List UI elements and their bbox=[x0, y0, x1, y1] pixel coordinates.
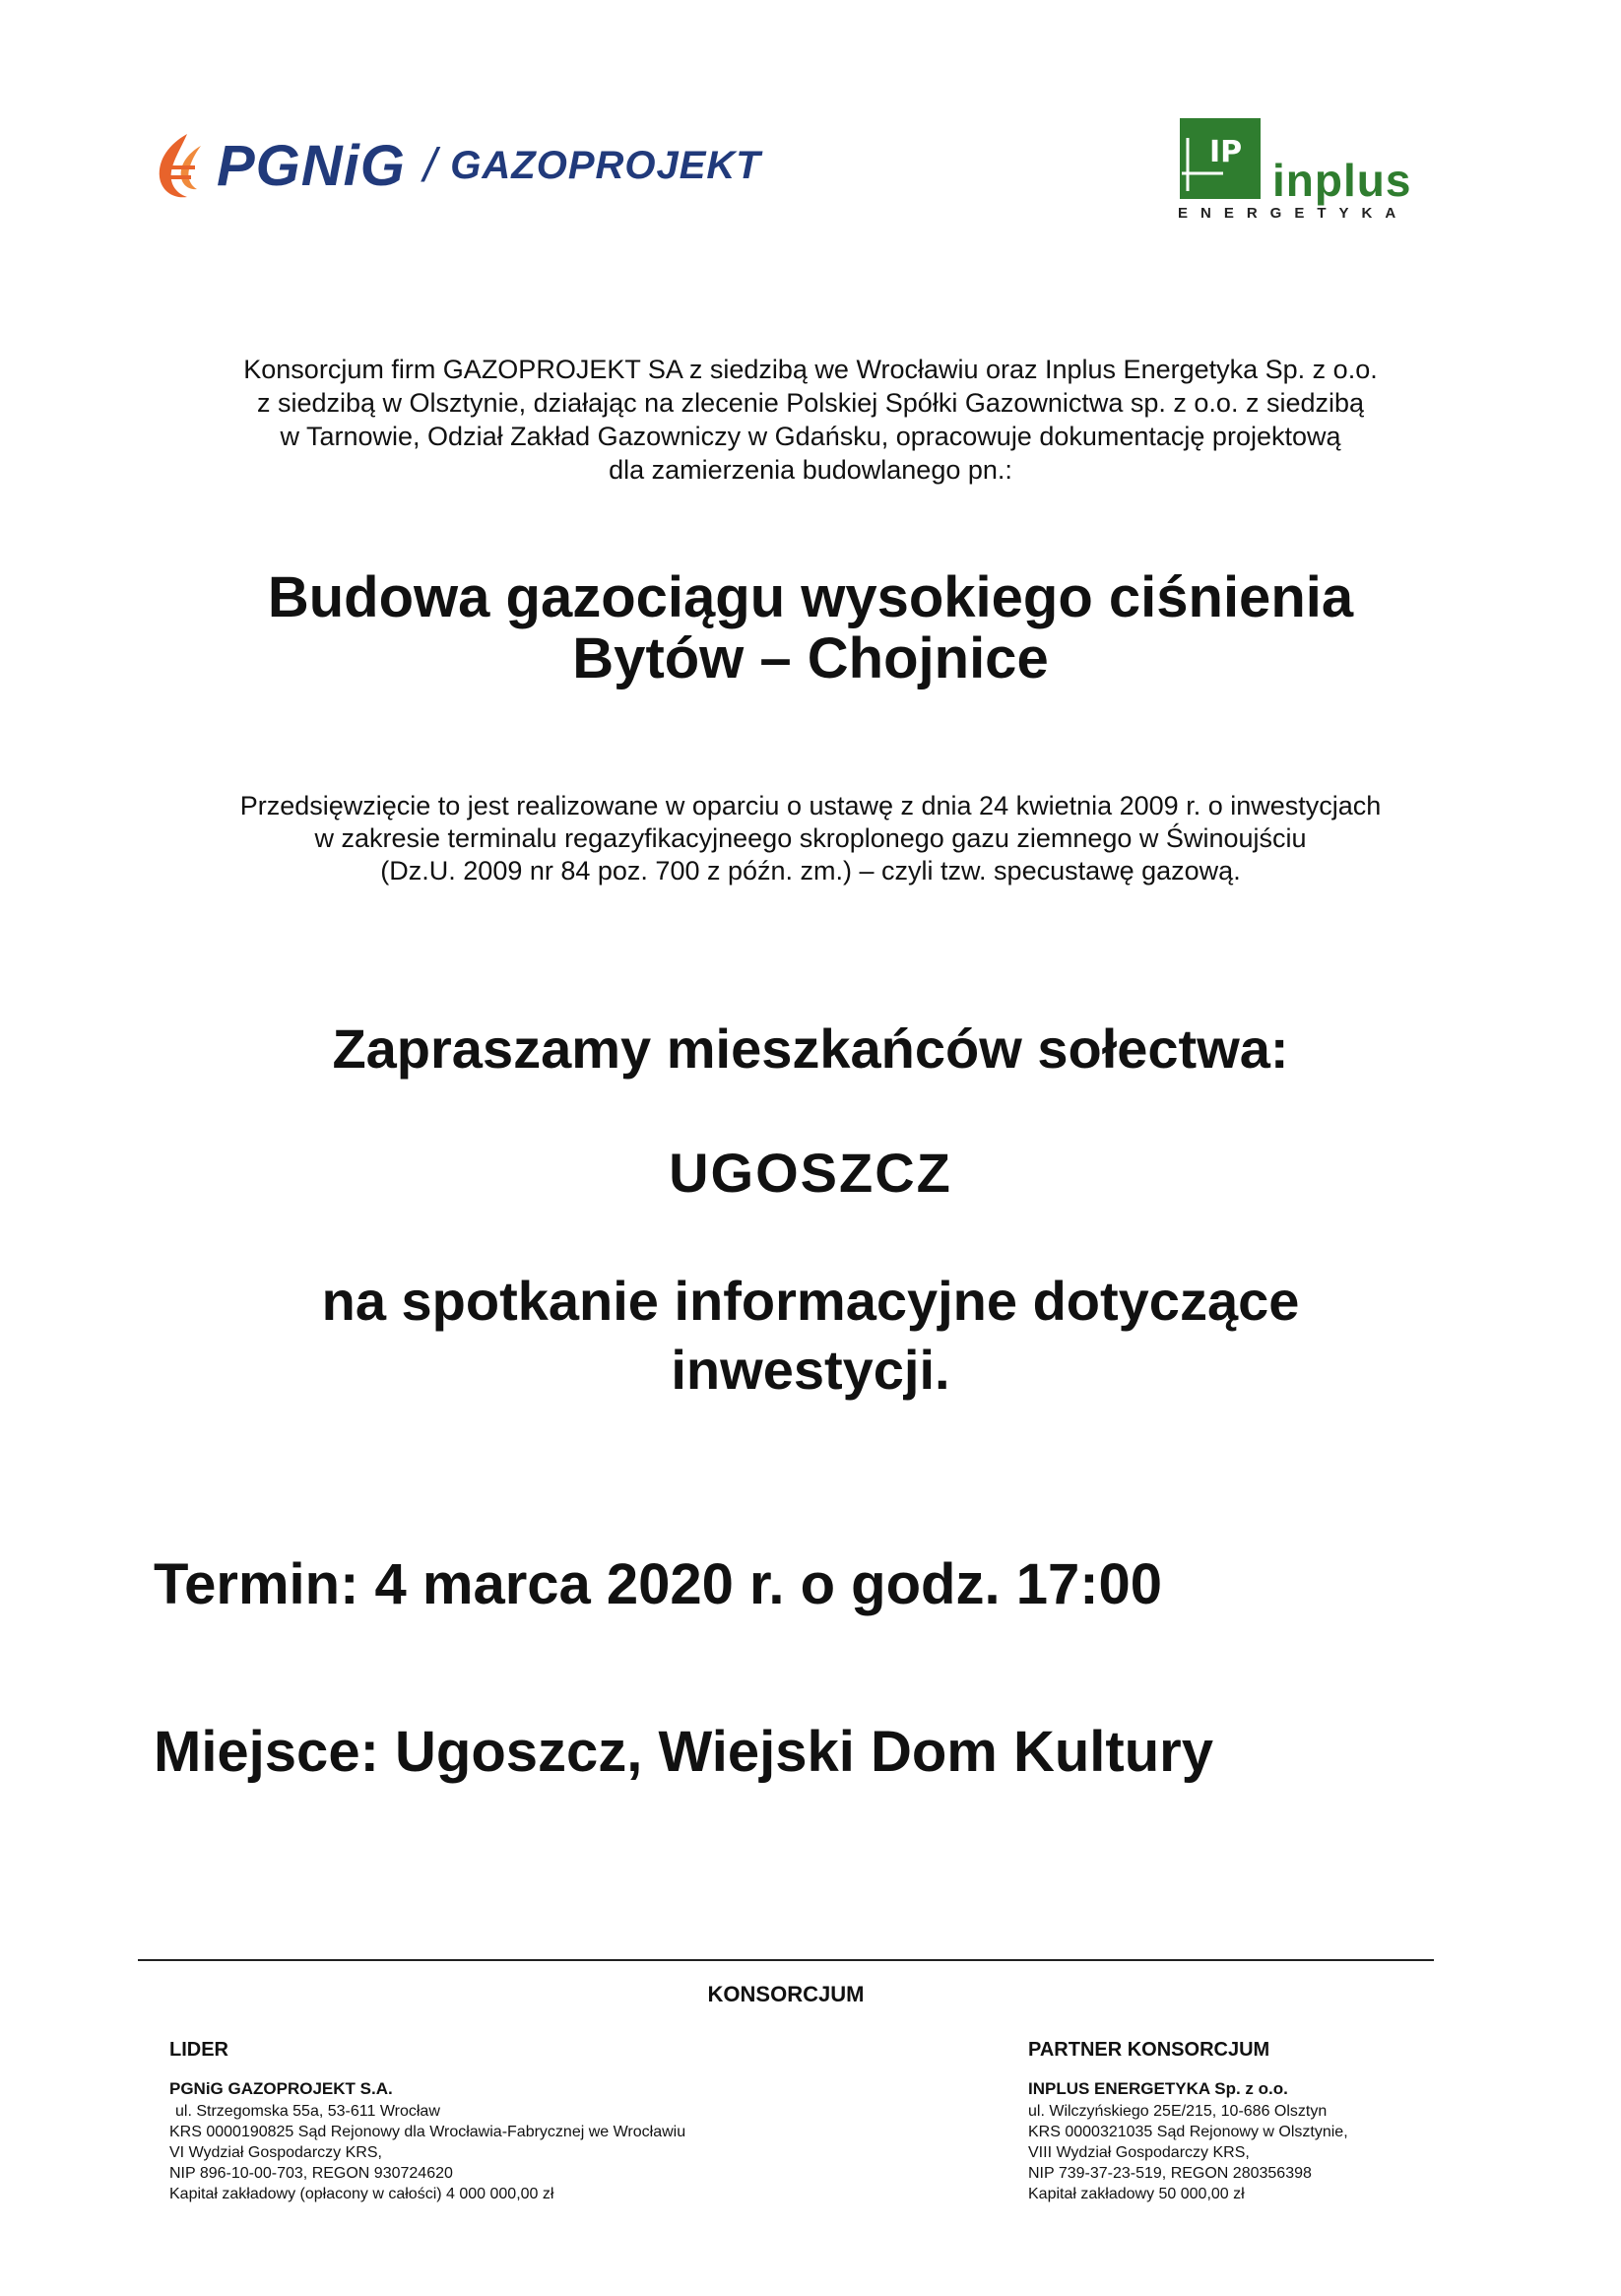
partner-label: PARTNER KONSORCJUM bbox=[1028, 2039, 1270, 2061]
ip-mark: IP bbox=[1209, 135, 1243, 169]
partner-address: ul. Wilczyńskiego 25E/215, 10-686 Olsztyn bbox=[1028, 2103, 1328, 2120]
meeting-place: Miejsce: Ugoszcz, Wiejski Dom Kultury bbox=[154, 1720, 1213, 1784]
intro-paragraph bbox=[128, 353, 1493, 487]
inplus-brand: inplus bbox=[1272, 155, 1412, 206]
pgnig-gazoprojekt-logo bbox=[148, 126, 896, 205]
consortium-heading: KONSORCJUM bbox=[707, 1982, 865, 2006]
basis-line: w zakresie terminalu regazyfikacyjneego skroplonego gazu ziemnego w Świnoujściu bbox=[314, 823, 1307, 853]
intro-line: dla zamierzenia budowlanego pn.: bbox=[609, 455, 1012, 485]
partner-block bbox=[1028, 2039, 1540, 2204]
leader-department: VI Wydział Gospodarczy KRS, bbox=[169, 2144, 382, 2161]
leader-block bbox=[169, 2039, 859, 2204]
leader-address: ul. Strzegomska 55a, 53-611 Wrocław bbox=[175, 2103, 440, 2120]
leader-label: LIDER bbox=[169, 2039, 228, 2061]
ip-square-icon bbox=[1180, 118, 1261, 199]
basis-line: Przedsięwzięcie to jest realizowane w oparciu o ustawę z dnia 24 kwietnia 2009 r. o inwestycjach bbox=[239, 791, 1382, 820]
partner-krs: KRS 0000321035 Sąd Rejonowy w Olsztynie, bbox=[1028, 2124, 1348, 2140]
meeting-line: na spotkanie informacyjne dotyczące bbox=[321, 1270, 1300, 1332]
flame-icon bbox=[148, 128, 211, 203]
village-name: UGOSZCZ bbox=[669, 1142, 952, 1204]
legal-basis-paragraph bbox=[118, 790, 1503, 887]
meeting-line: inwestycji. bbox=[671, 1339, 950, 1401]
energetyka-subbrand: ENERGETYKA bbox=[1178, 205, 1409, 222]
pgnig-brand: PGNiG bbox=[217, 133, 406, 198]
leader-name: PGNiG GAZOPROJEKT S.A. bbox=[169, 2079, 393, 2098]
intro-line: w Tarnowie, Odział Zakład Gazowniczy w Gdańsku, opracowuje dokumentację projektową bbox=[280, 422, 1341, 451]
basis-line: (Dz.U. 2009 nr 84 poz. 700 z późn. zm.) – czyli tzw. specustawę gazową. bbox=[380, 856, 1241, 886]
meeting-date: Termin: 4 marca 2020 r. o godz. 17:00 bbox=[154, 1552, 1163, 1616]
title-line: Budowa gazociągu wysokiego ciśnienia bbox=[267, 565, 1354, 629]
partner-department: VIII Wydział Gospodarczy KRS, bbox=[1028, 2144, 1250, 2161]
leader-nip-regon: NIP 896-10-00-703, REGON 930724620 bbox=[169, 2165, 453, 2182]
partner-name: INPLUS ENERGETYKA Sp. z o.o. bbox=[1028, 2079, 1288, 2098]
leader-krs: KRS 0000190825 Sąd Rejonowy dla Wrocławia-Fabrycznej we Wrocławiu bbox=[169, 2124, 686, 2140]
inplus-logo bbox=[1172, 116, 1458, 225]
partner-nip-regon: NIP 739-37-23-519, REGON 280356398 bbox=[1028, 2165, 1312, 2182]
leader-capital: Kapitał zakładowy (opłacony w całości) 4 000 000,00 zł bbox=[169, 2186, 554, 2202]
gazoprojekt-brand: GAZOPROJEKT bbox=[450, 143, 761, 187]
project-title bbox=[108, 567, 1513, 689]
invitation-heading: Zapraszamy mieszkańców sołectwa: bbox=[332, 1017, 1289, 1080]
partner-capital: Kapitał zakładowy 50 000,00 zł bbox=[1028, 2186, 1245, 2202]
footer-divider bbox=[138, 1959, 1434, 1961]
intro-line: Konsorcjum firm GAZOPROJEKT SA z siedzibą we Wrocławiu oraz Inplus Energetyka Sp. z o.o. bbox=[243, 355, 1378, 384]
meeting-description bbox=[98, 1267, 1523, 1405]
logo-separator: / bbox=[422, 139, 437, 192]
intro-line: z siedzibą w Olsztynie, działając na zlecenie Polskiej Spółki Gazownictwa sp. z o.o. z siedzibą bbox=[256, 388, 1365, 418]
title-line: Bytów – Chojnice bbox=[572, 626, 1049, 690]
